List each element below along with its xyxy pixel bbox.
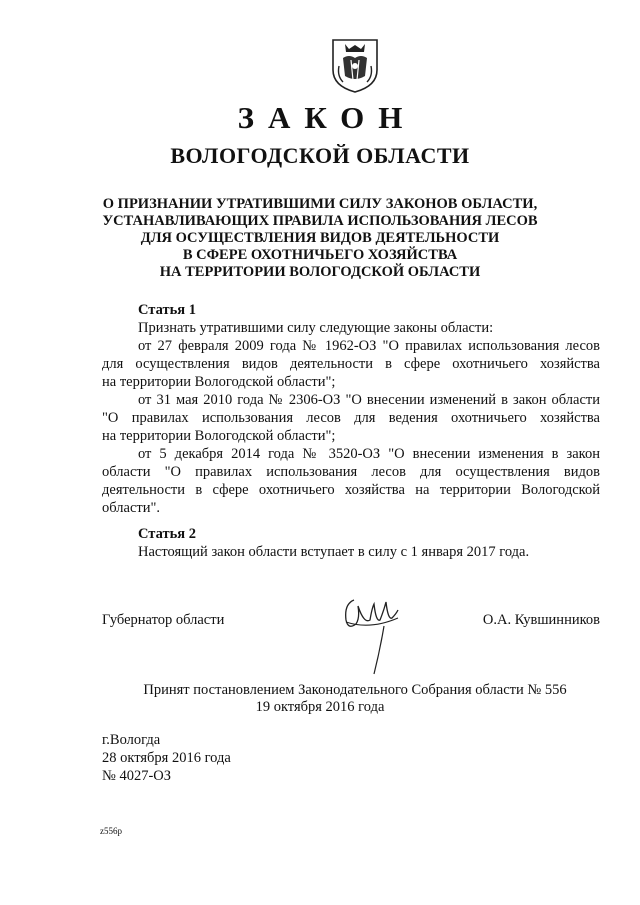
article-1-heading: Статья 1 (138, 302, 196, 318)
article-1-item-1-line: от 27 февраля 2009 года № 1962-ОЗ "О правилах использования лесов (138, 338, 600, 354)
law-number: № 4027-ОЗ (102, 768, 172, 784)
law-title-line: НА ТЕРРИТОРИИ ВОЛОГОДСКОЙ ОБЛАСТИ (159, 264, 481, 280)
governor-title: Губернатор области (102, 612, 225, 628)
law-heading: ЗАКОН (237, 100, 417, 135)
document-code: z556p (100, 826, 122, 836)
article-2-body (102, 543, 600, 561)
article-1-item-1-line: для осуществления видов деятельности в сфере охотничьего хозяйства (102, 356, 600, 372)
law-title-line: О ПРИЗНАНИИ УТРАТИВШИМИ СИЛУ ЗАКОНОВ ОБЛАСТИ, (102, 196, 538, 212)
article-1-item-3-line: области". (102, 500, 161, 516)
adoption-line-1: Принят постановлением Законодательного Собрания области № 556 (143, 682, 567, 698)
law-title-line: УСТАНАВЛИВАЮЩИХ ПРАВИЛА ИСПОЛЬЗОВАНИЯ ЛЕСОВ (102, 213, 538, 229)
article-2-heading: Статья 2 (138, 526, 196, 542)
adoption-line-2: 19 октября 2016 года (255, 699, 385, 715)
city: г.Вологда (102, 732, 161, 748)
article-1-item-2-line: на территории Вологодской области"; (102, 428, 336, 444)
law-title-line: В СФЕРЕ ОХОТНИЧЬЕГО ХОЗЯЙСТВА (182, 247, 458, 263)
coat-of-arms-emblem (329, 36, 381, 94)
article-1-item-3-line: деятельности в сфере охотничьего хозяйства на территории Вологодской (102, 482, 600, 498)
article-1-item-3-line: от 5 декабря 2014 года № 3520-ОЗ "О внесении изменения в закон (138, 446, 600, 462)
article-1-item-1-line: на территории Вологодской области"; (102, 374, 336, 390)
article-1-item-2-line: "О правилах использования лесов для ведения охотничьего хозяйства (102, 410, 600, 426)
article-2-text: Настоящий закон области вступает в силу с 1 января 2017 года. (138, 544, 530, 560)
law-title-line: ДЛЯ ОСУЩЕСТВЛЕНИЯ ВИДОВ ДЕЯТЕЛЬНОСТИ (140, 230, 500, 246)
region-heading: ВОЛОГОДСКОЙ ОБЛАСТИ (170, 143, 470, 168)
article-1-item-3-line: области "О правилах использования лесов для осуществления видов (102, 464, 600, 480)
law-title (80, 196, 560, 281)
signing-date: 28 октября 2016 года (102, 750, 231, 766)
governor-signature (340, 590, 402, 680)
article-1-body (102, 319, 600, 517)
article-1-item-2-line: от 31 мая 2010 года № 2306-ОЗ "О внесении изменений в закон области (138, 392, 600, 408)
article-1-intro: Признать утратившими силу следующие законы области: (138, 320, 494, 336)
adoption-note (0, 682, 640, 716)
place-and-date (102, 731, 231, 785)
governor-name: О.А. Кувшинников (482, 612, 600, 628)
